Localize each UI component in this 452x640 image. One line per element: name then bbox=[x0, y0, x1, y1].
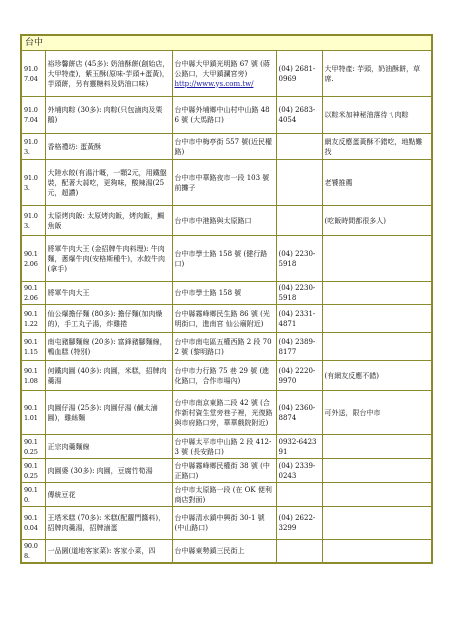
row-phone: (04) 2339-0243 bbox=[276, 459, 322, 483]
row-description: 太原烤肉飯: 太原烤肉飯，烤肉飯，鯛魚飯 bbox=[45, 206, 172, 236]
row-date: 90.11.22 bbox=[21, 305, 45, 333]
row-date: 90.10.25 bbox=[21, 459, 45, 483]
row-phone: 0932-642391 bbox=[276, 435, 322, 459]
row-address bbox=[172, 540, 276, 564]
row-phone: (04) 2389-8177 bbox=[276, 333, 322, 361]
row-description: 仙公爆擔仔麵 (80多): 擔仔麵(加肉燥的)，手工丸子湯，炸雞捲 bbox=[45, 305, 172, 333]
row-address-text: 台中市太原路一段 (在 OK 便利商店對面) bbox=[174, 485, 272, 504]
row-website-link[interactable]: http://www.ys.com.tw/ bbox=[174, 79, 254, 88]
row-address bbox=[172, 507, 276, 540]
row-phone: (04) 2681-0969 bbox=[276, 51, 322, 97]
row-note bbox=[322, 483, 432, 507]
row-address-text: 台中縣霧峰鄉民生路 86 號 (光明街口，進南宮 仙公廟附近) bbox=[174, 309, 270, 328]
row-description: 傳統豆花 bbox=[45, 483, 172, 507]
row-address-text: 台中市學士路 158 號 (健行路口) bbox=[174, 249, 268, 268]
row-address-text: 台中縣大甲鎮光明路 67 號 (蔣公路口，大甲鎮瀾宮旁) bbox=[174, 59, 270, 78]
table-row bbox=[21, 361, 432, 391]
row-phone: (04) 2331-4871 bbox=[276, 305, 322, 333]
table-row bbox=[21, 435, 432, 459]
region-header-row bbox=[21, 35, 432, 51]
table-row bbox=[21, 97, 432, 134]
row-description: 何鐵肉圓 (40多): 肉圓，米糕，招牌肉羹湯 bbox=[45, 361, 172, 391]
row-description: 南屯豬腳麵線 (20多): 富鋒豬腳麵線，鴨血糕 (特別) bbox=[45, 333, 172, 361]
row-phone bbox=[276, 483, 322, 507]
row-date: 90.12.06 bbox=[21, 282, 45, 305]
row-description: 一品園(道地客家菜): 客家小菜，四 bbox=[45, 540, 172, 564]
row-address bbox=[172, 97, 276, 134]
row-address bbox=[172, 206, 276, 236]
row-note: (吃飯時間都很多人) bbox=[322, 206, 432, 236]
row-description: 大陸水餃(有湯汁嘅，一顆2元，用鐵盤裝，配著大蒜吃，更夠味，酸辣湯(25元，超讚) bbox=[45, 160, 172, 206]
row-phone: (04) 2360-8874 bbox=[276, 391, 322, 435]
table-row bbox=[21, 282, 432, 305]
row-phone: (04) 2230-5918 bbox=[276, 282, 322, 305]
row-phone bbox=[276, 206, 322, 236]
row-note bbox=[322, 333, 432, 361]
row-note bbox=[322, 540, 432, 564]
row-date: 90.11.01 bbox=[21, 391, 45, 435]
row-description: 王塔米糕 (70多): 米糕(配蘿門醬料)，招牌肉羹湯，招牌滷蛋 bbox=[45, 507, 172, 540]
row-date: 91.03. bbox=[21, 206, 45, 236]
row-description: 肉圓仔湯 (25多): 肉圓仔湯 (鹹太滷圓)，雞絲麵 bbox=[45, 391, 172, 435]
row-date: 91.03. bbox=[21, 160, 45, 206]
row-note bbox=[322, 435, 432, 459]
row-address bbox=[172, 236, 276, 282]
row-address-text: 台中市力行路 75 巷 29 號 (進化路口，合作市場內) bbox=[174, 366, 270, 385]
table-row bbox=[21, 333, 432, 361]
row-address-text: 台中縣霧峰鄉民權街 38 號 (中正路口) bbox=[174, 461, 270, 480]
row-date: 91.03. bbox=[21, 134, 45, 160]
table-row bbox=[21, 483, 432, 507]
region-title: 台中 bbox=[21, 35, 432, 51]
row-note: 網友反應蛋黃酥不錯吃，地點難找 bbox=[322, 134, 432, 160]
row-note: 老饕推薦 bbox=[322, 160, 432, 206]
row-description: 正宗肉羹麵線 bbox=[45, 435, 172, 459]
row-date: 90.10.25 bbox=[21, 435, 45, 459]
row-description: 香格禮坊: 蛋黃酥 bbox=[45, 134, 172, 160]
row-address-text: 台中縣太平市中山路 2 段 412-3 號 (長安路口) bbox=[174, 437, 272, 456]
row-phone bbox=[276, 160, 322, 206]
row-address bbox=[172, 305, 276, 333]
row-phone bbox=[276, 134, 322, 160]
row-address-text: 台中市南屯區五權西路 2 段 702 號 (黎明路口) bbox=[174, 337, 272, 356]
row-description: 將軍牛肉大王 bbox=[45, 282, 172, 305]
row-note bbox=[322, 236, 432, 282]
row-phone bbox=[276, 540, 322, 564]
row-description: 外埔肉粽 (30多): 肉粽(只包滷肉及栗鵝) bbox=[45, 97, 172, 134]
row-phone: (04) 2683-4054 bbox=[276, 97, 322, 134]
row-address bbox=[172, 134, 276, 160]
row-date: 90.10.04 bbox=[21, 507, 45, 540]
row-date: 90.10. bbox=[21, 483, 45, 507]
row-note bbox=[322, 459, 432, 483]
row-note: 可外送，限台中市 bbox=[322, 391, 432, 435]
row-date: 90.12.06 bbox=[21, 236, 45, 282]
table-row bbox=[21, 459, 432, 483]
row-note bbox=[322, 305, 432, 333]
row-date: 90.08. bbox=[21, 540, 45, 564]
row-address bbox=[172, 333, 276, 361]
row-address bbox=[172, 483, 276, 507]
row-date: 90.11.15 bbox=[21, 333, 45, 361]
table-row bbox=[21, 51, 432, 97]
row-address-text: 台中市中梅亭街 557 號(近民權路) bbox=[174, 137, 273, 156]
row-date: 90.11.08 bbox=[21, 361, 45, 391]
row-address bbox=[172, 435, 276, 459]
row-note bbox=[322, 282, 432, 305]
row-address-text: 台中市南京東路二段 42 號 (合作新村資生堂旁巷子裡，光復路與市府路口旁，華華戲院附近) bbox=[174, 398, 273, 427]
table-row bbox=[21, 206, 432, 236]
row-phone: (04) 2622-3299 bbox=[276, 507, 322, 540]
table-row bbox=[21, 236, 432, 282]
row-phone: (04) 2220-9970 bbox=[276, 361, 322, 391]
row-address bbox=[172, 51, 276, 97]
table-row bbox=[21, 540, 432, 564]
row-address bbox=[172, 160, 276, 206]
row-address bbox=[172, 282, 276, 305]
row-note: 以粽米加神秘油落待ㄟ肉粽 bbox=[322, 97, 432, 134]
row-description: 將軍牛肉大王 (金招牌牛肉料理): 牛肉麵，蔥爆牛肉(安格斯種牛)，水餃牛肉(拿手) bbox=[45, 236, 172, 282]
restaurant-table-body bbox=[21, 35, 432, 563]
row-note bbox=[322, 507, 432, 540]
row-phone: (04) 2230-5918 bbox=[276, 236, 322, 282]
table-row bbox=[21, 160, 432, 206]
table-row bbox=[21, 134, 432, 160]
row-description: 裕珍馨餅店 (45多): 奶油酥餅(創始店，大甲特產)，紫玉酥(原味-芋頭+蛋黃)，芋頭餅，另有靈糖料及奶油口味) bbox=[45, 51, 172, 97]
row-address-text: 台中縣清水鎮中興街 30-1 號 (中山路口) bbox=[174, 514, 265, 532]
row-address-text: 台中縣東勢鎮三民街上 bbox=[174, 547, 245, 555]
restaurant-table bbox=[20, 34, 433, 564]
row-address-text: 台中市中港路與太原路口 bbox=[174, 216, 252, 225]
table-row bbox=[21, 305, 432, 333]
table-row bbox=[21, 391, 432, 435]
row-date: 91.07.04 bbox=[21, 97, 45, 134]
restaurant-table-sheet bbox=[20, 34, 431, 564]
row-address bbox=[172, 459, 276, 483]
row-address-text: 台中市中華路夜市一段 103 號前攤子 bbox=[174, 173, 270, 192]
row-note: (有網友反應不錯) bbox=[322, 361, 432, 391]
row-address bbox=[172, 391, 276, 435]
row-description: 肉圓婆 (30多): 肉圓，豆腐竹筍湯 bbox=[45, 459, 172, 483]
row-address-text: 台中縣外埔鄉中山村中山路 486 號 (大馬路口) bbox=[174, 106, 270, 124]
row-address-text: 台中市學士路 158 號 bbox=[174, 289, 242, 297]
row-address bbox=[172, 361, 276, 391]
row-note: 大甲特產: 芋頭，奶油酥餅，草席. bbox=[322, 51, 432, 97]
table-row bbox=[21, 507, 432, 540]
row-date: 91.07.04 bbox=[21, 51, 45, 97]
